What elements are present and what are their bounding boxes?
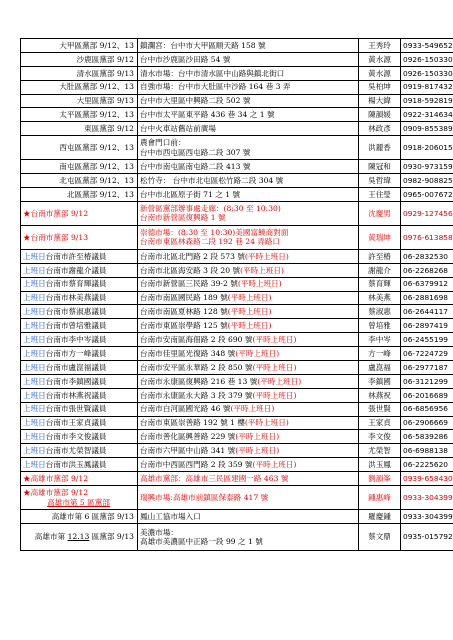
table-row bbox=[21, 430, 453, 444]
contact-name: 林美燕 bbox=[359, 291, 401, 305]
star-marker: ★ bbox=[23, 232, 31, 242]
address-cell bbox=[138, 305, 359, 319]
unit-label: 台南市李文俊議員 bbox=[45, 432, 107, 442]
contact-phone: 0909-855389 bbox=[401, 122, 453, 136]
contact-phone: 06-6856956 bbox=[401, 402, 453, 416]
contact-phone: 06-2906669 bbox=[401, 416, 453, 430]
table-row bbox=[21, 174, 453, 188]
table-row bbox=[21, 523, 453, 550]
address-text: 松竹寺： 台中市北屯區松竹路二段 304 號 bbox=[140, 175, 284, 185]
address-cell bbox=[138, 444, 359, 458]
table-row bbox=[21, 291, 453, 305]
unit-cell bbox=[21, 108, 138, 122]
address-text: 鳳山工協市場入口 bbox=[140, 511, 201, 521]
unit-cell bbox=[21, 444, 138, 458]
table-row bbox=[21, 416, 453, 430]
unit-cell bbox=[21, 160, 138, 174]
contact-phone: 06-5839286 bbox=[401, 430, 453, 444]
weekday-note: (平時上班日) bbox=[235, 432, 280, 442]
address-cell bbox=[138, 108, 359, 122]
address-cell bbox=[138, 122, 359, 136]
address-text: 台中市南屯區南屯路二段 413 號 bbox=[140, 161, 251, 171]
contact-phone: 06-6988138 bbox=[401, 444, 453, 458]
unit-label: 太平區黨部 9/12、13 bbox=[59, 110, 134, 120]
address-text: 台南市中西區西門路 2 段 359 號(平時上班日) bbox=[140, 460, 297, 469]
contact-phone: 0922-314634 bbox=[401, 108, 453, 122]
unit-label: 台南市曾培雅議員 bbox=[45, 321, 107, 331]
shift-label: 上班日 bbox=[23, 418, 46, 428]
contact-name: 李中岑 bbox=[359, 333, 401, 347]
unit-label: 大甲區黨部 9/12、13 bbox=[59, 40, 134, 50]
unit-cell bbox=[21, 94, 138, 108]
address-cell bbox=[138, 277, 359, 291]
contact-phone: 0982-908825 bbox=[401, 174, 453, 188]
contact-name: 洪麗香 bbox=[359, 136, 401, 160]
table-row bbox=[21, 188, 453, 202]
weekday-note: (平時上班日) bbox=[244, 251, 289, 261]
contact-phone: 06-2881698 bbox=[401, 291, 453, 305]
contact-name: 王秀玲 bbox=[359, 39, 401, 53]
address-text: 台南市永康區永大路 3 段 379 號(平時上班日) bbox=[140, 390, 297, 400]
contact-phone: 0918-592819 bbox=[401, 94, 453, 108]
contact-name: 曾培雅 bbox=[359, 319, 401, 333]
unit-label: 南屯區黨部 9/12、13 bbox=[59, 161, 134, 171]
shift-label: 上班日 bbox=[23, 446, 46, 456]
table-row bbox=[21, 361, 453, 375]
weekday-note: (平時上班日) bbox=[230, 404, 275, 414]
contact-phone: 0935-015792 bbox=[401, 523, 453, 550]
contact-name: 陳冠和 bbox=[359, 160, 401, 174]
unit-label: 西屯區黨部 9/12、13 bbox=[59, 143, 134, 153]
address-cell bbox=[138, 174, 359, 188]
unit-label: 北屯區黨部 9/12、13 bbox=[59, 175, 134, 185]
unit-label: 台南市洪玉鳳議員 bbox=[45, 460, 107, 469]
contact-phone: 0939-658430 bbox=[401, 472, 453, 486]
address-cell bbox=[138, 347, 359, 361]
contact-phone: 06-2644117 bbox=[401, 305, 453, 319]
table-row bbox=[21, 472, 453, 486]
contact-name: 林燕祝 bbox=[359, 388, 401, 402]
weekday-note: (平時上班日) bbox=[227, 293, 272, 303]
unit-label: 東區黨部 9/12 bbox=[84, 124, 134, 134]
table-row bbox=[21, 136, 453, 160]
table-row bbox=[21, 305, 453, 319]
address-text: 台南市南區夏林路 128 號(平時上班日) bbox=[140, 307, 272, 317]
table-row bbox=[21, 249, 453, 263]
contact-name: 楊大緯 bbox=[359, 94, 401, 108]
weekday-note: (平時上班日) bbox=[252, 390, 297, 400]
unit-label: 大里區黨部 9/13 bbox=[76, 96, 134, 106]
unit-label: 清水區黨部 9/13 bbox=[76, 68, 134, 78]
unit-cell bbox=[21, 80, 138, 94]
address-text: 台南市東區崇學路 125 號(平時上班日) bbox=[140, 321, 272, 331]
address-line-2: 高雄市美濃區中正路一段 99 之 1 號 bbox=[140, 536, 263, 546]
address-text: 清水市場：台中市清水區中山路與鎮北街口 bbox=[140, 68, 285, 78]
table-row bbox=[21, 263, 453, 277]
table-row bbox=[21, 510, 453, 524]
unit-label-sub: 高雄市第 5 區黨部 bbox=[47, 497, 110, 507]
shift-label: 上班日 bbox=[23, 251, 46, 261]
contact-name: 尤榮智 bbox=[359, 444, 401, 458]
contact-name: 張世賢 bbox=[359, 402, 401, 416]
address-cell bbox=[138, 39, 359, 53]
address-text: 台南市南區國民路 189 號(平時上班日) bbox=[140, 293, 272, 303]
address-cell bbox=[138, 225, 359, 249]
contact-phone: 06-2268268 bbox=[401, 263, 453, 277]
shift-label: 上班日 bbox=[23, 321, 46, 331]
weekday-note: (平時上班日) bbox=[227, 307, 272, 317]
table-row bbox=[21, 80, 453, 94]
table-row bbox=[21, 486, 453, 510]
contact-name: 黃水源 bbox=[359, 66, 401, 80]
unit-cell bbox=[21, 347, 138, 361]
address-text: 台南市東區崇善路 192 號 1 樓(平時上班日) bbox=[140, 418, 289, 428]
address-cell bbox=[138, 486, 359, 510]
unit-label-suffix: 區黨部 9/13 bbox=[89, 532, 134, 542]
address-cell bbox=[138, 458, 359, 472]
address-line-1: 美濃市場： bbox=[140, 527, 178, 537]
address-cell bbox=[138, 523, 359, 550]
address-text: 台南市六甲區中山路 341 號(平時上班日) bbox=[140, 446, 280, 456]
shift-label: 上班日 bbox=[23, 307, 46, 317]
table-row bbox=[21, 225, 453, 249]
address-cell bbox=[138, 94, 359, 108]
table-row bbox=[21, 402, 453, 416]
unit-cell bbox=[21, 523, 138, 550]
unit-label: 台南市蔡育輝議員 bbox=[45, 279, 107, 289]
unit-line-2 bbox=[23, 498, 134, 507]
table-row bbox=[21, 108, 453, 122]
unit-cell bbox=[21, 136, 138, 160]
weekday-note: (平時上班日) bbox=[244, 418, 289, 428]
unit-cell bbox=[21, 201, 138, 225]
unit-cell bbox=[21, 430, 138, 444]
unit-cell bbox=[21, 333, 138, 347]
unit-label: 台南市張世賢議員 bbox=[45, 404, 107, 414]
address-text: 台中市沙鹿區沙田路 54 號 bbox=[140, 54, 231, 64]
address-cell bbox=[138, 66, 359, 80]
address-cell bbox=[138, 188, 359, 202]
unit-label: 台南市黨部 9/12 bbox=[30, 208, 89, 218]
address-cell bbox=[138, 319, 359, 333]
unit-label: 高雄市黨部 9/12 bbox=[30, 473, 89, 483]
table-row bbox=[21, 374, 453, 388]
contact-phone: 06-2897419 bbox=[401, 319, 453, 333]
address-text: 高雄市黨部：高雄市三民區建國一路 463 號 bbox=[140, 473, 289, 483]
contact-name: 蔡育輝 bbox=[359, 277, 401, 291]
unit-cell bbox=[21, 39, 138, 53]
table-row bbox=[21, 39, 453, 53]
weekday-note: (平時上班日) bbox=[235, 348, 280, 358]
table-row bbox=[21, 277, 453, 291]
unit-label: 沙鹿區黨部 9/12 bbox=[76, 54, 134, 64]
unit-label: 台南市林燕祝議員 bbox=[45, 390, 107, 400]
address-text: 鎮瀾宮：台中市大甲區順天路 158 號 bbox=[140, 40, 266, 50]
contact-name: 許至椿 bbox=[359, 249, 401, 263]
contact-name: 羅慶鍾 bbox=[359, 510, 401, 524]
unit-label: 大肚區黨部 9/12、13 bbox=[59, 82, 134, 92]
contact-phone: 06-2977187 bbox=[401, 361, 453, 375]
contact-name: 黃瑞坤 bbox=[359, 225, 401, 249]
unit-cell bbox=[21, 374, 138, 388]
address-text: 台南市新營區三民路 39-2 號(平時上班日) bbox=[140, 279, 282, 289]
address-text: 瑞興市場:高雄市前鎮區保泰路 417 號 bbox=[140, 492, 269, 502]
address-text: 台南市白河區國光路 46 號(平時上班日) bbox=[140, 404, 275, 414]
contact-name: 方一峰 bbox=[359, 347, 401, 361]
address-line-2: 台南市東區林森路二段 192 巷 24 弄路口 bbox=[140, 237, 281, 247]
contact-name: 李文俊 bbox=[359, 430, 401, 444]
table-row bbox=[21, 444, 453, 458]
contact-name: 謝龍介 bbox=[359, 263, 401, 277]
weekday-note: (平時上班日) bbox=[252, 460, 297, 469]
contact-phone: 0933-549652 bbox=[401, 39, 453, 53]
address-text: 台南市安南區海佃路 2 段 690 號(平時上班日) bbox=[140, 334, 297, 344]
address-cell bbox=[138, 510, 359, 524]
shift-label: 上班日 bbox=[23, 293, 46, 303]
contact-name: 吳柏坤 bbox=[359, 80, 401, 94]
star-marker: ★ bbox=[23, 488, 31, 498]
address-cell bbox=[138, 430, 359, 444]
address-line-2: 台南市新營區復興路 1 號 bbox=[140, 213, 226, 223]
contact-phone: 0926-150330 bbox=[401, 52, 453, 66]
table-row bbox=[21, 122, 453, 136]
shift-label: 上班日 bbox=[23, 432, 46, 442]
weekday-note: (平時上班日) bbox=[240, 265, 284, 275]
table-row bbox=[21, 458, 453, 472]
contact-phone: 0926-150330 bbox=[401, 66, 453, 80]
unit-label: 台南市許至椿議員 bbox=[45, 251, 107, 261]
unit-label: 高雄市第 6 區黨部 9/13 bbox=[51, 511, 134, 521]
shift-label: 上班日 bbox=[23, 362, 46, 372]
table-row bbox=[21, 388, 453, 402]
shift-label: 上班日 bbox=[23, 279, 46, 289]
unit-cell bbox=[21, 458, 138, 472]
contact-phone: 06-2225620 bbox=[401, 458, 453, 472]
address-text: 台南市佳里區光復路 348 號(平時上班日) bbox=[140, 348, 280, 358]
shift-label: 上班日 bbox=[23, 376, 46, 386]
unit-cell bbox=[21, 188, 138, 202]
address-text: 台南市善化區興善路 229 號(平時上班日) bbox=[140, 432, 280, 442]
contact-phone: 0918-206015 bbox=[401, 136, 453, 160]
address-text: 台南市北區北門路 2 段 573 號(平時上班日) bbox=[140, 251, 289, 261]
address-line-1: 崇德市場：(8:30 至 10:30)美國富饒商對面 bbox=[140, 228, 289, 237]
contact-table-sheet bbox=[20, 38, 453, 551]
unit-line-1 bbox=[23, 488, 134, 497]
contact-phone: 06-7224729 bbox=[401, 347, 453, 361]
table-row bbox=[21, 319, 453, 333]
contact-name: 盧崑福 bbox=[359, 361, 401, 375]
shift-label: 上班日 bbox=[23, 404, 46, 414]
contact-phone: 0965-007672 bbox=[401, 188, 453, 202]
contact-table-body bbox=[21, 39, 453, 551]
address-cell bbox=[138, 249, 359, 263]
address-text: 台中火車站舊站前廣場 bbox=[140, 124, 216, 134]
unit-label: 台南市李鎮國議員 bbox=[45, 376, 107, 386]
address-cell bbox=[138, 201, 359, 225]
contact-phone: 06-6379912 bbox=[401, 277, 453, 291]
address-cell bbox=[138, 472, 359, 486]
unit-label-underlined: 12.13 bbox=[67, 532, 90, 542]
address-cell bbox=[138, 361, 359, 375]
contact-name: 蔡淑惠 bbox=[359, 305, 401, 319]
address-cell bbox=[138, 80, 359, 94]
shift-label: 上班日 bbox=[23, 460, 46, 469]
contact-name: 王住瑩 bbox=[359, 188, 401, 202]
shift-label: 上班日 bbox=[23, 334, 46, 344]
table-row bbox=[21, 201, 453, 225]
unit-label: 台南市李中岑議員 bbox=[45, 334, 107, 344]
address-cell bbox=[138, 402, 359, 416]
unit-cell bbox=[21, 361, 138, 375]
unit-cell bbox=[21, 249, 138, 263]
shift-label: 上班日 bbox=[23, 265, 46, 275]
address-text: 台中市大里區中興路二段 502 號 bbox=[140, 96, 251, 106]
contact-table bbox=[20, 38, 453, 551]
unit-cell bbox=[21, 305, 138, 319]
contact-phone: 0933-304399 bbox=[401, 486, 453, 510]
address-text: 台中市北區原子街 71 之 1 號 bbox=[140, 189, 241, 199]
unit-cell bbox=[21, 319, 138, 333]
unit-label: 台南市尤榮智議員 bbox=[45, 446, 107, 456]
address-cell bbox=[138, 160, 359, 174]
unit-cell bbox=[21, 277, 138, 291]
contact-name: 洪玉鳳 bbox=[359, 458, 401, 472]
table-row bbox=[21, 160, 453, 174]
address-line-1: 農會門口前： bbox=[140, 138, 186, 148]
shift-label: 上班日 bbox=[23, 390, 46, 400]
contact-phone: 06-2455199 bbox=[401, 333, 453, 347]
address-cell bbox=[138, 136, 359, 160]
address-text: 台南市北區海安路 3 段 20 號(平時上班日) bbox=[140, 265, 284, 275]
contact-name: 陳韻媛 bbox=[359, 108, 401, 122]
weekday-note: (平時上班日) bbox=[252, 334, 297, 344]
address-line-1: 新營區黨部辦事處走廊：(8:30 至 10:30) bbox=[140, 204, 281, 213]
address-cell bbox=[138, 263, 359, 277]
unit-label: 台南市方一峰議員 bbox=[45, 348, 107, 358]
unit-label: 高雄市黨部 9/12 bbox=[30, 488, 89, 498]
unit-cell bbox=[21, 402, 138, 416]
address-line-2: 台中市西屯區西屯路二段 307 號 bbox=[140, 147, 251, 157]
contact-phone: 06-2832530 bbox=[401, 249, 453, 263]
address-cell bbox=[138, 291, 359, 305]
weekday-note: (平時上班日) bbox=[227, 321, 272, 331]
unit-label: 台南市盧崑福議員 bbox=[45, 362, 107, 372]
contact-phone: 0929-127456 bbox=[401, 201, 453, 225]
address-text: 台南市永康區復興路 216 巷 13 號(平時上班日) bbox=[140, 376, 302, 386]
unit-cell bbox=[21, 291, 138, 305]
address-text: 台中市太平區東平路 436 巷 34 之 1 號 bbox=[140, 110, 275, 120]
table-row bbox=[21, 347, 453, 361]
shift-label: 上班日 bbox=[23, 348, 46, 358]
unit-cell bbox=[21, 52, 138, 66]
contact-name: 鍾惠峰 bbox=[359, 486, 401, 510]
address-cell bbox=[138, 416, 359, 430]
weekday-note: (平時上班日) bbox=[235, 446, 280, 456]
weekday-note: (平時上班日) bbox=[257, 376, 302, 386]
address-text: 台南市安平區永華路 2 段 850 號(平時上班日) bbox=[140, 362, 297, 372]
unit-cell bbox=[21, 225, 138, 249]
contact-name: 王家貞 bbox=[359, 416, 401, 430]
contact-name: 林政彥 bbox=[359, 122, 401, 136]
unit-cell bbox=[21, 66, 138, 80]
weekday-note: (平時上班日) bbox=[252, 362, 297, 372]
unit-cell bbox=[21, 388, 138, 402]
contact-name: 蔡文鼎 bbox=[359, 523, 401, 550]
table-row bbox=[21, 66, 453, 80]
table-row bbox=[21, 52, 453, 66]
unit-cell bbox=[21, 510, 138, 524]
address-cell bbox=[138, 388, 359, 402]
contact-phone: 0930-973159 bbox=[401, 160, 453, 174]
address-text: 自強市場：台中市大肚區中沙路 164 巷 3 弄 bbox=[140, 82, 291, 92]
contact-phone: 0919-817432 bbox=[401, 80, 453, 94]
weekday-note: (平時上班日) bbox=[237, 279, 282, 289]
unit-cell bbox=[21, 174, 138, 188]
unit-cell bbox=[21, 263, 138, 277]
unit-label: 台南市林美燕議員 bbox=[45, 293, 107, 303]
table-row bbox=[21, 94, 453, 108]
contact-name: 劉韻峯 bbox=[359, 472, 401, 486]
unit-label: 台南市蔡淑惠議員 bbox=[45, 307, 107, 317]
contact-name: 黃水源 bbox=[359, 52, 401, 66]
unit-cell bbox=[21, 122, 138, 136]
address-cell bbox=[138, 374, 359, 388]
contact-phone: 0933-304399 bbox=[401, 510, 453, 524]
contact-name: 吳哲瑋 bbox=[359, 174, 401, 188]
contact-phone: 06-3121299 bbox=[401, 374, 453, 388]
contact-phone: 06-2016689 bbox=[401, 388, 453, 402]
unit-label: 台南市謝龍介議員 bbox=[45, 265, 107, 275]
unit-cell bbox=[21, 472, 138, 486]
star-marker: ★ bbox=[23, 473, 31, 483]
table-row bbox=[21, 333, 453, 347]
unit-cell bbox=[21, 416, 138, 430]
address-cell bbox=[138, 52, 359, 66]
unit-label: 台南市黨部 9/13 bbox=[30, 232, 89, 242]
star-marker: ★ bbox=[23, 208, 31, 218]
unit-label: 台南市王家貞議員 bbox=[45, 418, 107, 428]
contact-name: 沈慶男 bbox=[359, 201, 401, 225]
unit-label-prefix: 高雄市第 bbox=[34, 532, 68, 542]
contact-name: 李鎮國 bbox=[359, 374, 401, 388]
unit-label: 北區黨部 9/12、13 bbox=[66, 189, 134, 199]
contact-phone: 0976-613858 bbox=[401, 225, 453, 249]
address-cell bbox=[138, 333, 359, 347]
unit-cell bbox=[21, 486, 138, 510]
